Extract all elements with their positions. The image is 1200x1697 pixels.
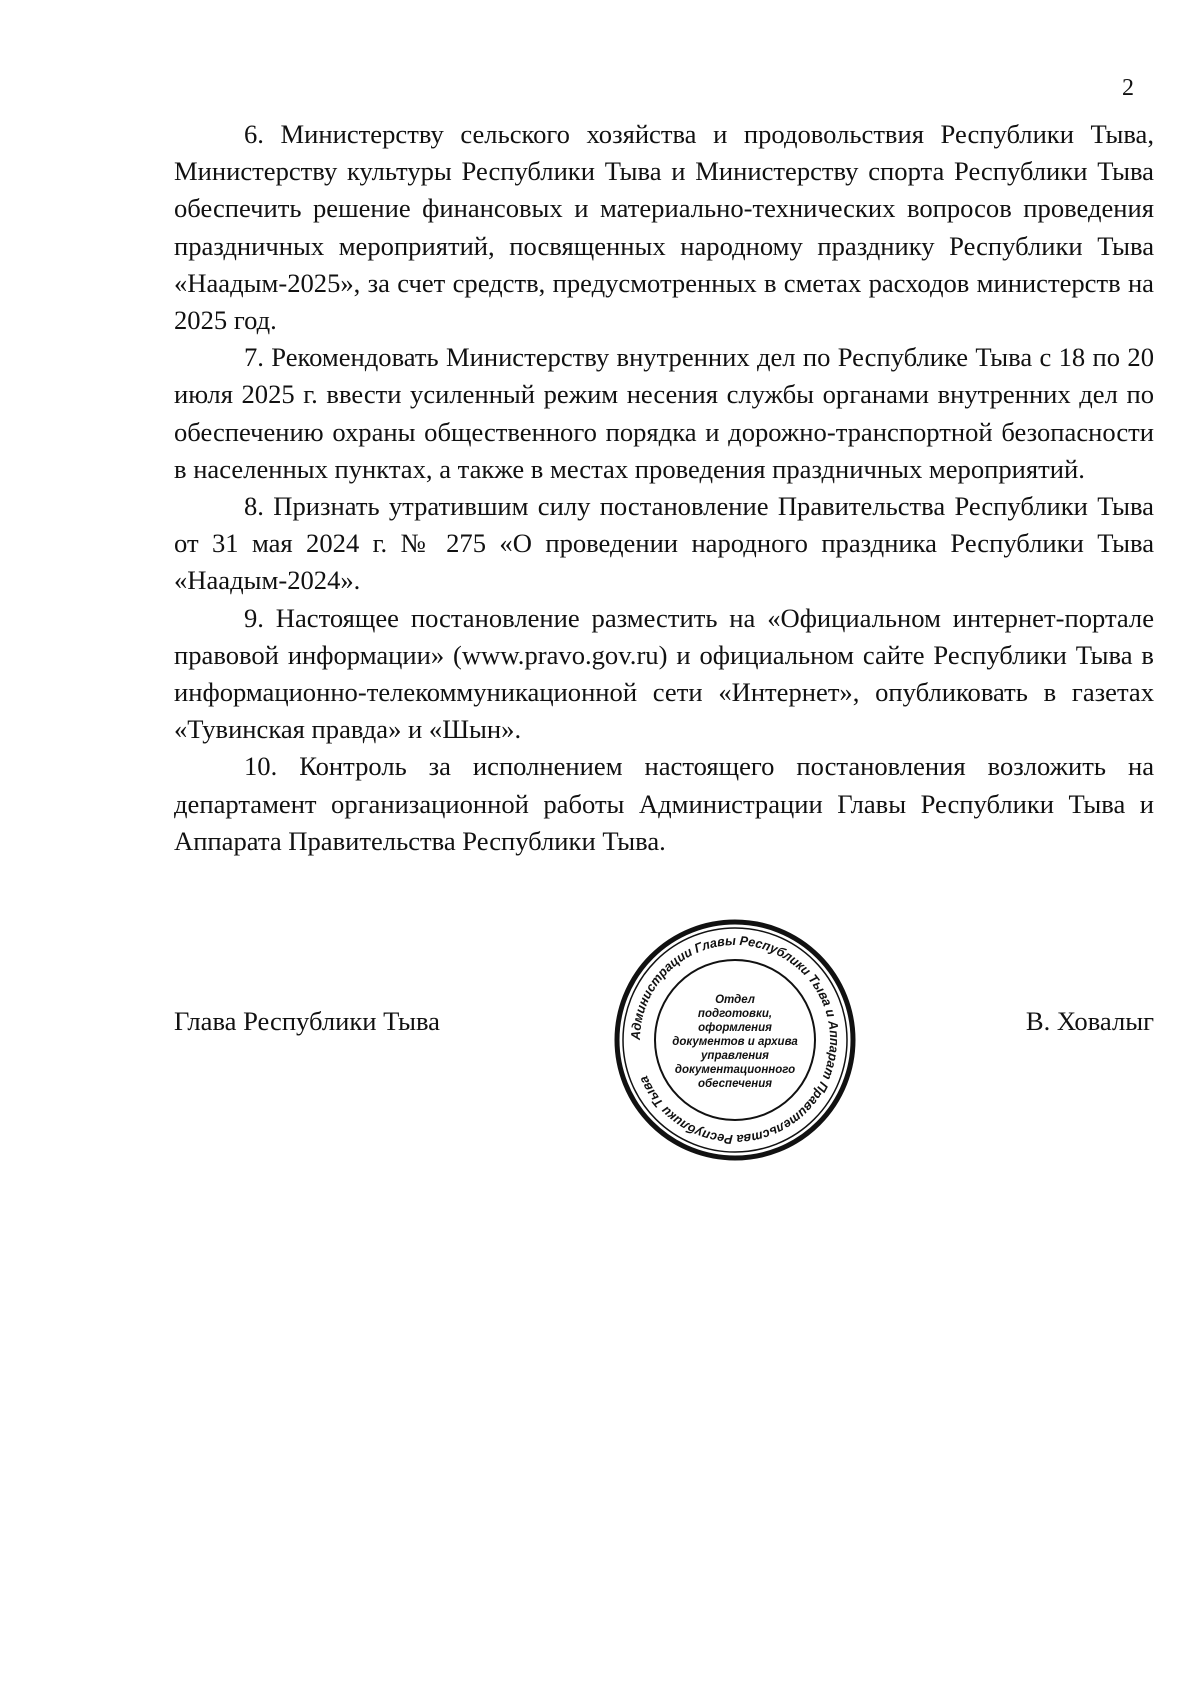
paragraph-6: 6. Министерству сельского хозяйства и продовольствия Республики Тыва, Министерству культуры Республики Тыва и Министерству спорта Республики Тыва обеспечить решение финансовых и материально-технических вопросов проведения праздничных мероприятий, посвященных народному празднику Республики Тыва «Наадым-2025», за счет средств, предусмотренных в сметах расходов министерств на 2025 год. [174, 119, 1154, 336]
seal-line: оформления [698, 1022, 772, 1034]
paragraph-8: 8. Признать утратившим силу постановление Правительства Республики Тыва от 31 мая 2024 г. № 275 «О проведении народного праздника Республики Тыва «Наадым-2024». [174, 491, 1154, 596]
seal-line: подготовки, [697, 1008, 773, 1020]
seal-ring-text: Администрации Главы Республики Тыва и Аппарат Правительства Республики Тыва [627, 932, 843, 1148]
seal-line: обеспечения [697, 1078, 773, 1090]
signatory-name: В. Ховалыг [1025, 1006, 1154, 1036]
seal-line: Отдел [715, 994, 755, 1006]
signatory-title: Глава Республики Тыва [174, 1006, 440, 1036]
seal-line: документационного [674, 1064, 796, 1076]
paragraph-9: 9. Настоящее постановление разместить на «Официальном интернет-портале правовой информации» (www.pravo.gov.ru) и официальном сайте Республики Тыва в информационно-телекоммуникационной сети «Интернет», опубликовать в газетах «Тувинская правда» и «Шын». [174, 602, 1154, 745]
seal-line: управления [701, 1050, 769, 1062]
page-number: 2 [1122, 75, 1134, 101]
paragraph-7: 7. Рекомендовать Министерству внутренних дел по Республике Тыва с 18 по 20 июля 2025 г. ввести усиленный режим несения службы органами внутренних дел по обеспечению охраны общественного порядка и дорожно-транспортной безопасности в населенных пунктах, а также в местах проведения праздничных мероприятий. [174, 342, 1154, 484]
document-body [174, 116, 1154, 860]
paragraph-10: 10. Контроль за исполнением настоящего постановления возложить на департамент организационной работы Администрации Главы Республики Тыва и Аппарата Правительства Республики Тыва. [174, 751, 1154, 856]
seal-line: документов и архива [672, 1036, 798, 1048]
seal-center-text [672, 994, 798, 1090]
official-seal [611, 916, 859, 1164]
